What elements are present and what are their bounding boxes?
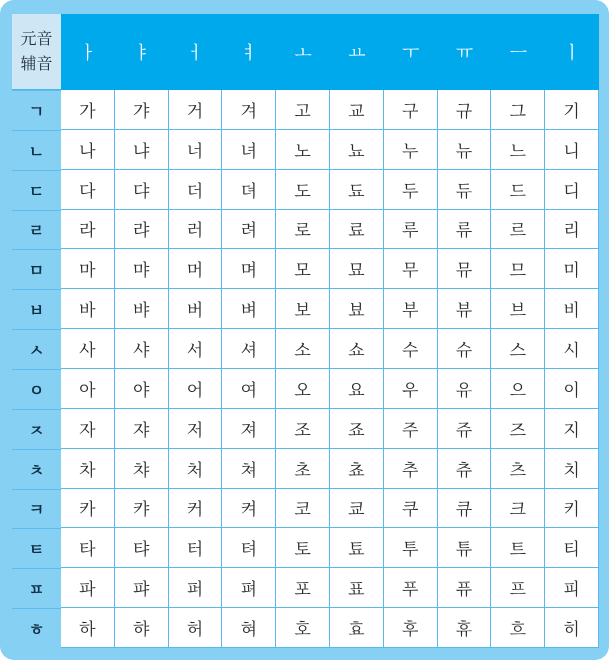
consonant-header: ㅎ <box>12 608 61 648</box>
syllable-cell: 니 <box>545 130 599 170</box>
syllable-cell: 히 <box>545 608 599 648</box>
syllable-cell: 타 <box>61 528 115 568</box>
consonant-header: ㅅ <box>12 329 61 369</box>
syllable-cell: 자 <box>61 409 115 449</box>
syllable-cell: 프 <box>491 568 545 608</box>
syllable-cell: 기 <box>545 90 599 130</box>
corner-vowel-label: 元音 <box>20 28 53 48</box>
syllable-cell: 유 <box>438 369 492 409</box>
syllable-cell: 쿄 <box>330 489 384 529</box>
consonant-header: ㅂ <box>12 289 61 329</box>
syllable-cell: 겨 <box>222 90 276 130</box>
syllable-cell: 툐 <box>330 528 384 568</box>
syllable-cell: 류 <box>438 210 492 250</box>
syllable-cell: 루 <box>384 210 438 250</box>
syllable-cell: 탸 <box>115 528 169 568</box>
syllable-cell: 퍄 <box>115 568 169 608</box>
syllable-cell: 교 <box>330 90 384 130</box>
syllable-cell: 오 <box>276 369 330 409</box>
syllable-cell: 투 <box>384 528 438 568</box>
syllable-cell: 무 <box>384 249 438 289</box>
syllable-cell: 져 <box>222 409 276 449</box>
vowel-header: ㅡ <box>491 14 545 90</box>
syllable-cell: 키 <box>545 489 599 529</box>
corner-consonant-label: 辅音 <box>20 53 53 73</box>
vowel-header: ㅛ <box>330 14 384 90</box>
syllable-cell: 트 <box>491 528 545 568</box>
syllable-cell: 피 <box>545 568 599 608</box>
syllable-cell: 먀 <box>115 249 169 289</box>
consonant-header: ㅋ <box>12 489 61 529</box>
syllable-cell: 누 <box>384 130 438 170</box>
syllable-cell: 부 <box>384 289 438 329</box>
syllable-cell: 하 <box>61 608 115 648</box>
syllable-cell: 그 <box>491 90 545 130</box>
syllable-cell: 모 <box>276 249 330 289</box>
syllable-cell: 보 <box>276 289 330 329</box>
syllable-cell: 코 <box>276 489 330 529</box>
syllable-cell: 치 <box>545 449 599 489</box>
syllable-cell: 라 <box>61 210 115 250</box>
syllable-cell: 댜 <box>115 170 169 210</box>
syllable-cell: 노 <box>276 130 330 170</box>
syllable-cell: 죠 <box>330 409 384 449</box>
syllable-cell: 뎌 <box>222 170 276 210</box>
syllable-cell: 퍼 <box>169 568 223 608</box>
syllable-cell: 여 <box>222 369 276 409</box>
syllable-cell: 튜 <box>438 528 492 568</box>
syllable-cell: 터 <box>169 528 223 568</box>
syllable-cell: 슈 <box>438 329 492 369</box>
syllable-cell: 서 <box>169 329 223 369</box>
syllable-cell: 요 <box>330 369 384 409</box>
syllable-cell: 마 <box>61 249 115 289</box>
syllable-cell: 휴 <box>438 608 492 648</box>
syllable-cell: 듀 <box>438 170 492 210</box>
syllable-cell: 쳐 <box>222 449 276 489</box>
syllable-cell: 머 <box>169 249 223 289</box>
vowel-header: ㅣ <box>545 14 599 90</box>
syllable-cell: 뵤 <box>330 289 384 329</box>
syllable-cell: 쥬 <box>438 409 492 449</box>
syllable-cell: 며 <box>222 249 276 289</box>
syllable-cell: 셔 <box>222 329 276 369</box>
syllable-cell: 조 <box>276 409 330 449</box>
syllable-cell: 버 <box>169 289 223 329</box>
syllable-cell: 러 <box>169 210 223 250</box>
syllable-cell: 비 <box>545 289 599 329</box>
syllable-cell: 므 <box>491 249 545 289</box>
consonant-header: ㄱ <box>12 90 61 130</box>
hangul-syllable-table <box>12 14 599 648</box>
syllable-cell: 표 <box>330 568 384 608</box>
syllable-cell: 규 <box>438 90 492 130</box>
syllable-cell: 려 <box>222 210 276 250</box>
syllable-cell: 로 <box>276 210 330 250</box>
syllable-cell: 캬 <box>115 489 169 529</box>
syllable-cell: 어 <box>169 369 223 409</box>
syllable-cell: 쟈 <box>115 409 169 449</box>
syllable-cell: 푸 <box>384 568 438 608</box>
syllable-cell: 드 <box>491 170 545 210</box>
syllable-cell: 벼 <box>222 289 276 329</box>
syllable-cell: 흐 <box>491 608 545 648</box>
consonant-header: ㄷ <box>12 170 61 210</box>
syllable-cell: 우 <box>384 369 438 409</box>
syllable-cell: 토 <box>276 528 330 568</box>
syllable-cell: 티 <box>545 528 599 568</box>
vowel-header: ㅠ <box>438 14 492 90</box>
syllable-cell: 켜 <box>222 489 276 529</box>
consonant-header: ㅌ <box>12 528 61 568</box>
syllable-cell: 쿠 <box>384 489 438 529</box>
syllable-cell: 뉴 <box>438 130 492 170</box>
syllable-cell: 초 <box>276 449 330 489</box>
syllable-cell: 도 <box>276 170 330 210</box>
syllable-cell: 저 <box>169 409 223 449</box>
syllable-cell: 묘 <box>330 249 384 289</box>
syllable-cell: 뷰 <box>438 289 492 329</box>
syllable-cell: 거 <box>169 90 223 130</box>
syllable-cell: 이 <box>545 369 599 409</box>
syllable-cell: 크 <box>491 489 545 529</box>
syllable-cell: 효 <box>330 608 384 648</box>
syllable-cell: 아 <box>61 369 115 409</box>
syllable-cell: 즈 <box>491 409 545 449</box>
consonant-header: ㄹ <box>12 210 61 250</box>
syllable-cell: 느 <box>491 130 545 170</box>
syllable-cell: 카 <box>61 489 115 529</box>
syllable-cell: 브 <box>491 289 545 329</box>
vowel-header: ㅗ <box>276 14 330 90</box>
syllable-cell: 츄 <box>438 449 492 489</box>
syllable-cell: 리 <box>545 210 599 250</box>
syllable-cell: 퓨 <box>438 568 492 608</box>
syllable-cell: 포 <box>276 568 330 608</box>
syllable-cell: 지 <box>545 409 599 449</box>
syllable-cell: 스 <box>491 329 545 369</box>
syllable-cell: 바 <box>61 289 115 329</box>
syllable-cell: 후 <box>384 608 438 648</box>
syllable-cell: 샤 <box>115 329 169 369</box>
syllable-cell: 수 <box>384 329 438 369</box>
syllable-cell: 너 <box>169 130 223 170</box>
syllable-cell: 다 <box>61 170 115 210</box>
syllable-cell: 사 <box>61 329 115 369</box>
syllable-cell: 나 <box>61 130 115 170</box>
syllable-cell: 구 <box>384 90 438 130</box>
consonant-header: ㅊ <box>12 449 61 489</box>
syllable-cell: 차 <box>61 449 115 489</box>
syllable-cell: 녀 <box>222 130 276 170</box>
syllable-cell: 뇨 <box>330 130 384 170</box>
syllable-cell: 텨 <box>222 528 276 568</box>
syllable-cell: 소 <box>276 329 330 369</box>
syllable-cell: 르 <box>491 210 545 250</box>
consonant-header: ㅈ <box>12 409 61 449</box>
syllable-cell: 됴 <box>330 170 384 210</box>
syllable-cell: 뱌 <box>115 289 169 329</box>
vowel-header: ㅕ <box>222 14 276 90</box>
syllable-cell: 으 <box>491 369 545 409</box>
syllable-cell: 허 <box>169 608 223 648</box>
syllable-cell: 처 <box>169 449 223 489</box>
syllable-cell: 미 <box>545 249 599 289</box>
consonant-header: ㄴ <box>12 130 61 170</box>
syllable-cell: 큐 <box>438 489 492 529</box>
syllable-cell: 쇼 <box>330 329 384 369</box>
syllable-cell: 츠 <box>491 449 545 489</box>
syllable-cell: 호 <box>276 608 330 648</box>
vowel-header: ㅓ <box>169 14 223 90</box>
syllable-cell: 뮤 <box>438 249 492 289</box>
syllable-cell: 고 <box>276 90 330 130</box>
syllable-cell: 주 <box>384 409 438 449</box>
syllable-cell: 펴 <box>222 568 276 608</box>
syllable-cell: 파 <box>61 568 115 608</box>
syllable-cell: 시 <box>545 329 599 369</box>
vowel-header: ㅑ <box>115 14 169 90</box>
vowel-header: ㅏ <box>61 14 115 90</box>
consonant-header: ㅁ <box>12 249 61 289</box>
syllable-cell: 더 <box>169 170 223 210</box>
syllable-cell: 햐 <box>115 608 169 648</box>
syllable-cell: 료 <box>330 210 384 250</box>
syllable-cell: 갸 <box>115 90 169 130</box>
syllable-cell: 랴 <box>115 210 169 250</box>
consonant-header: ㅍ <box>12 568 61 608</box>
syllable-cell: 가 <box>61 90 115 130</box>
syllable-cell: 혀 <box>222 608 276 648</box>
syllable-cell: 쵸 <box>330 449 384 489</box>
consonant-header: ㅇ <box>12 369 61 409</box>
syllable-cell: 챠 <box>115 449 169 489</box>
syllable-cell: 추 <box>384 449 438 489</box>
syllable-cell: 디 <box>545 170 599 210</box>
syllable-cell: 커 <box>169 489 223 529</box>
syllable-cell: 두 <box>384 170 438 210</box>
syllable-cell: 야 <box>115 369 169 409</box>
vowel-header: ㅜ <box>384 14 438 90</box>
corner-header <box>12 14 61 90</box>
syllable-cell: 냐 <box>115 130 169 170</box>
